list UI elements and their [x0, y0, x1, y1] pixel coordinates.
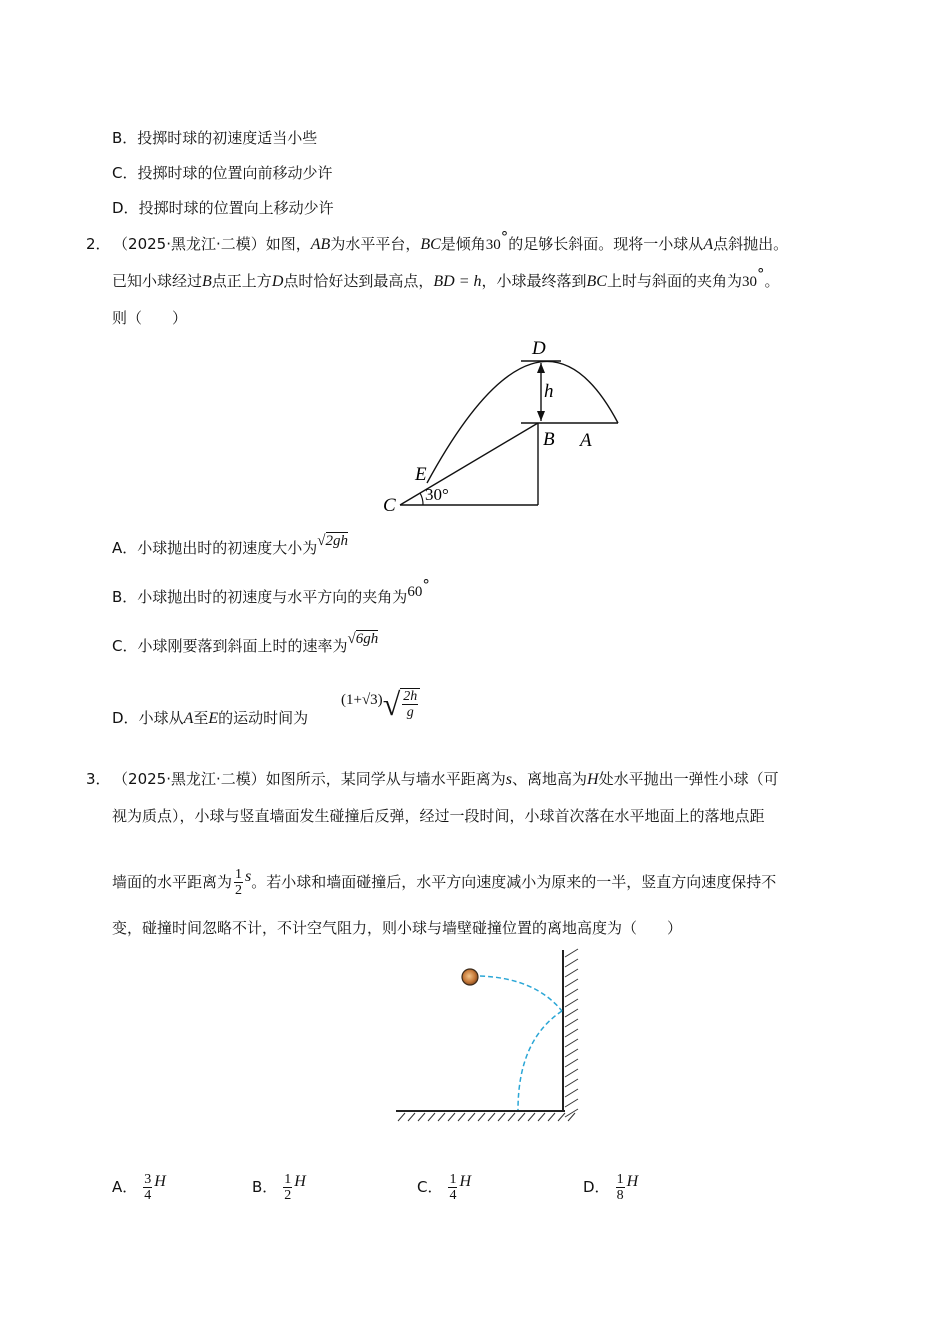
fraction-denominator: 8: [616, 1188, 624, 1203]
q3-line-3: [112, 867, 776, 898]
q3-line-1: [86, 768, 779, 791]
option-text: 投掷时球的初速度适当小些: [137, 129, 318, 147]
option-text: 小球从: [138, 709, 184, 727]
sqrt-radicand: 2gh: [325, 533, 349, 549]
fraction: [143, 1172, 152, 1203]
math-var: H: [626, 1173, 639, 1190]
question-text: 处水平抛出一弹性小球（可: [598, 770, 779, 788]
option-letter: C．: [112, 637, 138, 655]
math-angle: 30: [742, 274, 757, 290]
math-equation: BD = h: [433, 273, 482, 290]
math-var: AB: [310, 236, 331, 253]
q1-option-c: [112, 162, 333, 184]
question-text: ，小球最终落到: [481, 272, 587, 290]
label-c: C: [383, 495, 396, 516]
fraction-numerator: 3: [144, 1172, 152, 1187]
q3-option-a: [112, 1172, 166, 1203]
q1-option-d: [112, 197, 334, 219]
fraction-denominator: 2: [235, 883, 243, 898]
question-text: 是倾角: [440, 235, 486, 253]
q3-option-b: [252, 1172, 306, 1203]
q3-option-d: [583, 1172, 638, 1203]
question-text: 则（ ）: [112, 309, 188, 327]
degree-symbol: °: [757, 265, 765, 283]
option-text: 至: [193, 709, 209, 727]
q3-line-4: [112, 917, 682, 939]
question-text: 已知小球经过: [112, 272, 203, 290]
fraction-denominator: g: [406, 705, 414, 720]
option-letter: A．: [112, 1178, 138, 1196]
option-letter: D．: [112, 709, 139, 727]
math-var: H: [587, 771, 599, 788]
question-text: 的足够长斜面。现将一小球从: [508, 235, 704, 253]
q2-line-3: [112, 307, 187, 329]
q2-option-c: [112, 631, 379, 658]
label-b: B: [543, 429, 555, 450]
math-angle: 60: [407, 584, 423, 600]
question-text: 。: [764, 272, 780, 290]
q3-option-c: [417, 1172, 471, 1203]
math-var: H: [294, 1173, 306, 1190]
fraction: [616, 1172, 625, 1203]
arrow-head-down: [537, 411, 545, 421]
sqrt-box: [400, 688, 420, 720]
math-var: D: [271, 273, 284, 290]
angle-arc: [420, 493, 423, 505]
question-text: 点时恰好达到最高点，: [283, 272, 434, 290]
label-e: E: [415, 464, 427, 485]
math-var: H: [459, 1173, 472, 1190]
math-var: s: [245, 868, 252, 885]
fraction-numerator: 1: [284, 1172, 292, 1187]
question-text: 墙面的水平距离为: [112, 873, 233, 891]
label-h: h: [544, 381, 554, 402]
big-sqrt-sign: √: [382, 686, 401, 722]
question-text: 为水平平台，: [330, 235, 421, 253]
option-text: 小球抛出时的初速度与水平方向的夹角为: [137, 588, 408, 606]
sqrt-radicand: 6gh: [355, 631, 379, 647]
math-factor: (1+√3): [341, 692, 383, 708]
wall-hatching: [565, 949, 578, 1117]
sqrt-expression: √6gh: [347, 631, 379, 647]
math-var: E: [208, 710, 219, 727]
q2-option-d: [112, 707, 308, 730]
q3-line-2: [112, 805, 765, 827]
option-letter: A．: [112, 539, 138, 557]
math-var: A: [183, 710, 194, 727]
fraction-denominator: 4: [144, 1188, 152, 1203]
fraction-numerator: 1: [449, 1172, 457, 1187]
option-letter: B．: [112, 129, 138, 147]
q2-line-2: [112, 265, 780, 293]
question-text: 上时与斜面的夹角为: [606, 272, 742, 290]
fraction-numerator: 1: [235, 867, 243, 882]
option-letter: B．: [252, 1178, 278, 1196]
q2-option-a: [112, 533, 349, 560]
option-text: 小球抛出时的初速度大小为: [137, 539, 318, 557]
label-angle: 30°: [425, 485, 449, 504]
degree-symbol: °: [500, 228, 509, 246]
math-var: B: [202, 273, 212, 290]
question-number: 2．: [86, 235, 111, 253]
label-d: D: [532, 338, 546, 359]
option-text: 投掷时球的位置向前移动少许: [137, 164, 333, 182]
q1-option-b: [112, 127, 317, 149]
trajectory-before-hit: [480, 976, 562, 1011]
math-var: H: [154, 1173, 166, 1190]
question-text: （2025·黑龙江·二模）如图所示，某同学从与墙水平距离为: [120, 770, 506, 788]
question-text: 视为质点），小球与竖直墙面发生碰撞后反弹，经过一段时间，小球首次落在水平地面上的落地点距: [112, 807, 765, 825]
question-source: （2025·黑龙江·二模）如图，: [120, 235, 311, 253]
option-text: 投掷时球的位置向上移动少许: [138, 199, 334, 217]
question-text: 点正上方: [211, 272, 272, 290]
option-letter: B．: [112, 588, 138, 606]
option-letter: D．: [583, 1178, 610, 1196]
fraction-denominator: 4: [449, 1188, 457, 1203]
fraction-numerator: 2h: [403, 689, 418, 704]
ball: [462, 969, 478, 985]
option-text: 小球刚要落到斜面上时的速率为: [137, 637, 348, 655]
math-var: s: [505, 771, 512, 788]
fraction: [402, 689, 418, 720]
question-text: 点斜抛出。: [713, 235, 789, 253]
sqrt-expression: √2gh: [317, 533, 349, 549]
math-var: BC: [586, 273, 607, 290]
fraction-denominator: 2: [284, 1188, 292, 1203]
q2-line-1: [86, 228, 789, 256]
math-angle: 30: [485, 237, 501, 253]
question-text: 。若小球和墙面碰撞后，水平方向速度减小为原来的一半，竖直方向速度保持不: [251, 873, 777, 891]
fraction: [283, 1172, 292, 1203]
option-letter: D．: [112, 199, 139, 217]
trajectory-curve: [427, 361, 618, 483]
math-var: A: [703, 236, 714, 253]
fraction: [448, 1172, 457, 1203]
question-number: 3．: [86, 770, 111, 788]
q3-figure: [390, 945, 590, 1130]
arrow-head-up: [537, 363, 545, 373]
question-text: 、离地高为: [512, 770, 588, 788]
option-letter: C．: [112, 164, 138, 182]
option-letter: C．: [417, 1178, 443, 1196]
trajectory-after-hit: [518, 1011, 562, 1110]
math-var: BC: [420, 236, 441, 253]
fraction-numerator: 1: [616, 1172, 624, 1187]
option-text: 的运动时间为: [218, 709, 309, 727]
q2-option-b: [112, 576, 430, 609]
question-text: 变，碰撞时间忽略不计，不计空气阻力，则小球与墙壁碰撞位置的离地高度为（ ）: [112, 919, 683, 937]
degree-symbol: °: [422, 576, 430, 594]
q2-figure: [375, 335, 635, 520]
q2-option-d-formula: [341, 684, 420, 721]
ground-hatching: [398, 1113, 575, 1121]
label-a: A: [580, 430, 592, 451]
fraction: [234, 867, 243, 898]
